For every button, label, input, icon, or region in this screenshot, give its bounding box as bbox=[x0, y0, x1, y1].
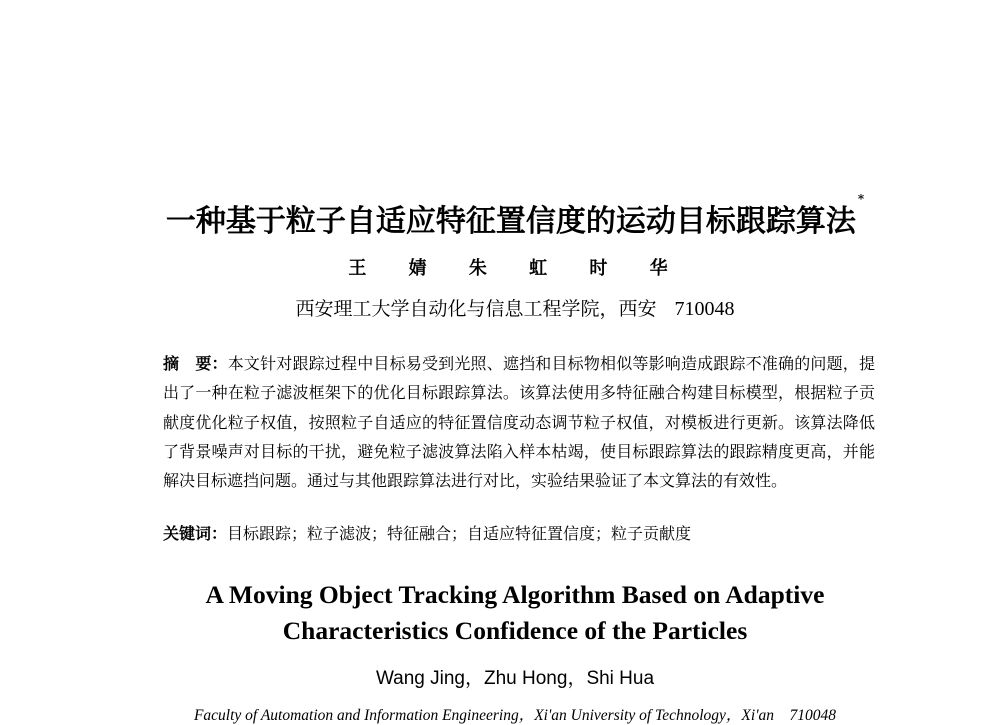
keywords-label: 关键词： bbox=[163, 524, 228, 543]
chinese-title-text: 一种基于粒子自适应特征置信度的运动目标跟踪算法 bbox=[165, 204, 856, 239]
english-authors: Wang Jing，Zhu Hong，Shi Hua bbox=[375, 668, 655, 689]
title-footnote-mark: * bbox=[857, 192, 865, 206]
abstract-label: 摘 要： bbox=[163, 354, 228, 373]
keywords-text: 目标跟踪；粒子滤波；特征融合；自适应特征置信度；粒子贡献度 bbox=[227, 524, 692, 543]
english-title-line-2: Characteristics Confidence of the Particles bbox=[282, 616, 748, 645]
chinese-title bbox=[0, 192, 1000, 240]
chinese-authors: 王 婧 朱 虹 时 华 bbox=[348, 258, 682, 279]
keywords bbox=[163, 519, 875, 548]
chinese-affiliation bbox=[0, 294, 1000, 321]
chinese-affiliation-text: 西安理工大学自动化与信息工程学院，西安 bbox=[295, 298, 657, 320]
english-title-line-1: A Moving Object Tracking Algorithm Based on Adaptive bbox=[205, 580, 825, 609]
postcode: 710048 bbox=[674, 298, 735, 320]
english-title bbox=[0, 577, 1000, 649]
abstract-text: 本文针对跟踪过程中目标易受到光照、遮挡和目标物相似等影响造成跟踪不准确的问题，提出了一种在粒子滤波框架下的优化目标跟踪算法。该算法使用多特征融合构建目标模型，根据粒子贡献度优化粒子权值，按照粒子自适应的特征置信度动态调节粒子权值，对模板进行更新。该算法降低了背景噪声对目标的干扰，避免粒子滤波算法陷入样本枯竭，使目标跟踪算法的跟踪精度更高，并能解决目标遮挡问题。通过与其他跟踪算法进行对比，实验结果验证了本文算法的有效性。 bbox=[163, 354, 875, 491]
english-affiliation: Faculty of Automation and Information Engineering，Xi'an University of Technology，Xi'an 710048 bbox=[193, 707, 837, 724]
abstract bbox=[163, 349, 875, 495]
